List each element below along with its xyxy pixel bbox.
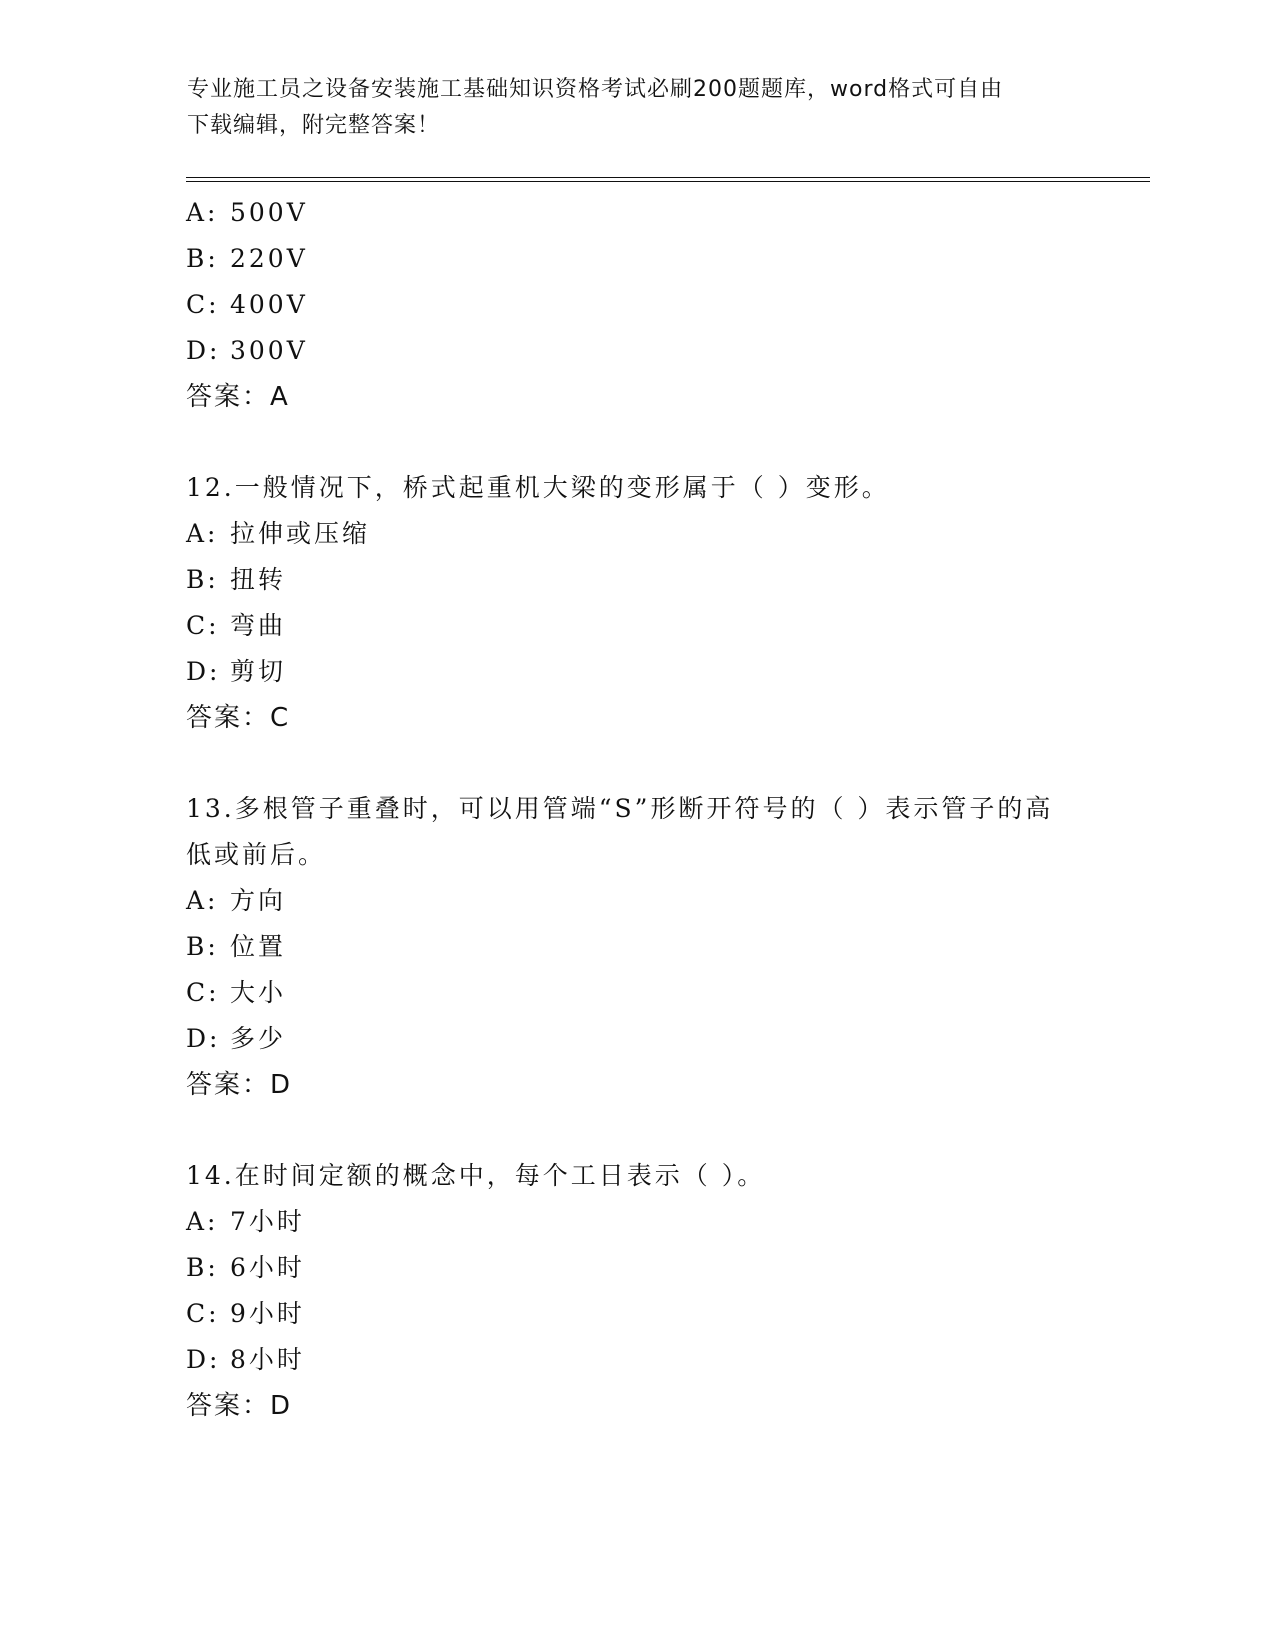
question-stem: 13.多根管子重叠时，可以用管端“S”形断开符号的（ ）表示管子的高低或前后。	[186, 794, 1054, 869]
option-b	[186, 236, 1086, 282]
question-list	[186, 190, 1086, 1429]
answer-line: 答案：D	[186, 1391, 293, 1421]
spacer	[186, 741, 1086, 786]
option-a	[186, 1199, 1086, 1245]
option-d	[186, 649, 1086, 695]
option-d	[186, 1016, 1086, 1062]
question-11-continued	[186, 190, 1086, 420]
option-text: 弯曲	[230, 611, 287, 640]
option-text: 8小时	[230, 1345, 305, 1374]
option-text: 220V	[230, 244, 308, 273]
option-c	[186, 282, 1086, 328]
spacer	[186, 420, 1086, 465]
option-text: 7小时	[230, 1207, 305, 1236]
option-letter: A:	[186, 1207, 219, 1236]
question-13	[186, 786, 1086, 1108]
option-letter: B:	[186, 565, 219, 594]
header-divider	[186, 177, 1150, 182]
option-a	[186, 511, 1086, 557]
option-c	[186, 603, 1086, 649]
option-d	[186, 1337, 1086, 1383]
option-text: 拉伸或压缩	[230, 519, 371, 548]
question-14	[186, 1153, 1086, 1429]
option-text: 位置	[230, 932, 287, 961]
option-text: 扭转	[230, 565, 287, 594]
option-letter: C:	[186, 978, 220, 1007]
option-letter: D:	[186, 1345, 221, 1374]
option-text: 9小时	[230, 1299, 305, 1328]
option-letter: D:	[186, 336, 221, 365]
option-text: 500V	[230, 198, 308, 227]
question-stem: 12.一般情况下，桥式起重机大梁的变形属于（ ）变形。	[186, 473, 890, 502]
option-letter: B:	[186, 244, 219, 273]
option-text: 300V	[230, 336, 308, 365]
question-12	[186, 465, 1086, 741]
document-header: 专业施工员之设备安装施工基础知识资格考试必刷200题题库，word格式可自由 下载编辑，附完整答案！	[187, 77, 1004, 138]
option-letter: D:	[186, 1024, 221, 1053]
option-text: 大小	[230, 978, 287, 1007]
option-letter: C:	[186, 290, 220, 319]
option-b	[186, 1245, 1086, 1291]
option-a	[186, 190, 1086, 236]
option-text: 多少	[230, 1024, 287, 1053]
option-text: 400V	[230, 290, 308, 319]
option-letter: B:	[186, 1253, 219, 1282]
spacer	[186, 1108, 1086, 1153]
option-letter: D:	[186, 657, 221, 686]
option-letter: A:	[186, 519, 219, 548]
option-c	[186, 970, 1086, 1016]
option-letter: A:	[186, 886, 219, 915]
option-b	[186, 924, 1086, 970]
option-text: 方向	[230, 886, 287, 915]
option-letter: C:	[186, 611, 220, 640]
option-text: 6小时	[230, 1253, 305, 1282]
option-letter: A:	[186, 198, 219, 227]
option-d	[186, 328, 1086, 374]
option-letter: B:	[186, 932, 219, 961]
option-a	[186, 878, 1086, 924]
answer-line: 答案：A	[186, 382, 290, 412]
option-c	[186, 1291, 1086, 1337]
option-letter: C:	[186, 1299, 220, 1328]
question-stem: 14.在时间定额的概念中，每个工日表示（ ）。	[186, 1161, 766, 1190]
option-text: 剪切	[230, 657, 287, 686]
answer-line: 答案：C	[186, 703, 291, 733]
option-b	[186, 557, 1086, 603]
answer-line: 答案：D	[186, 1070, 293, 1100]
